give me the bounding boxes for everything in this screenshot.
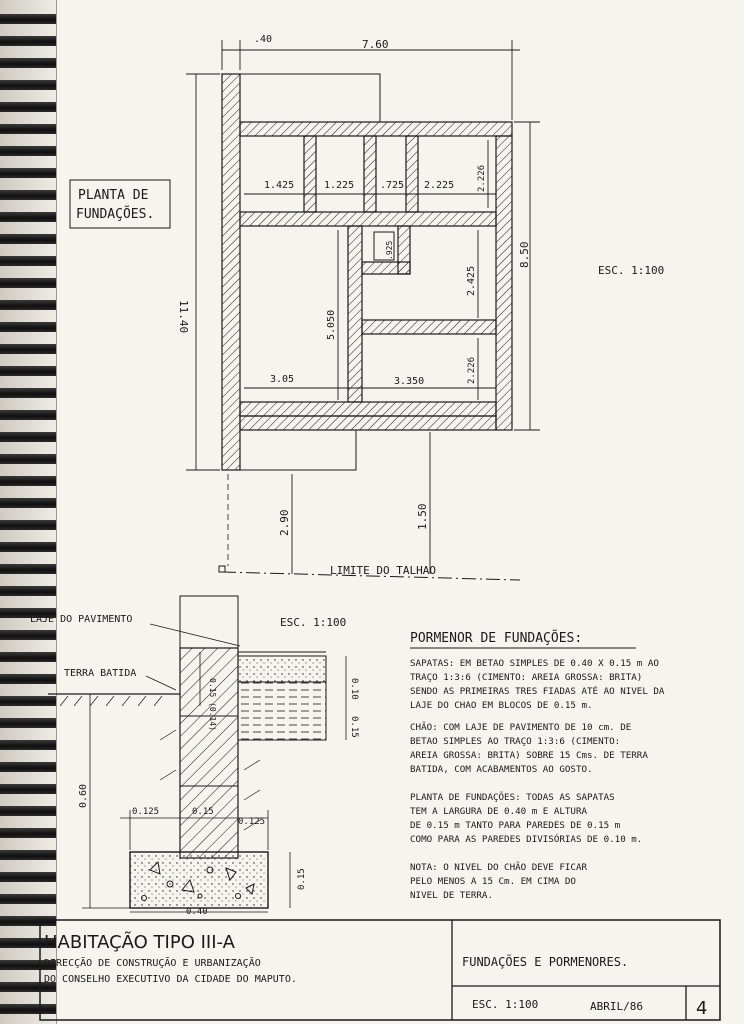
wall-left [222,74,240,470]
project-title: HABITAÇÃO TIPO III-A [44,932,235,953]
dim-room-2225: 2.225 [424,180,455,191]
compacted-earth [238,682,326,740]
note-p3-line: COMO PARA AS PAREDES DIVISÓRIAS DE 0.10 m. [410,834,643,845]
plan-label-line2: FUNDAÇÕES. [76,207,155,222]
note-p1-line: SENDO AS PRIMEIRAS TRES FIADAS ATÉ AO NIVEL DA [410,686,665,697]
dim-0125-left: 0.125 [132,807,160,817]
dim-room-1425: 1.425 [264,180,295,191]
dim-010: 0.10 [349,678,359,700]
dim-040: 0.40 [186,907,208,917]
terra-label: TERRA BATIDA [64,668,137,679]
wall-v2 [364,136,376,212]
foundation-plan [70,34,664,580]
dim-015-floor: 0.15 [349,716,359,738]
title-scale: ESC. 1:100 [472,998,539,1011]
laje-label: LAJE DO PAVIMENTO [30,614,133,625]
dim-small-925: .925 [385,240,394,260]
dim-top-width: 7.60 [362,38,389,51]
wall-bottom-outer [240,416,496,430]
dim-0125-right: 0.125 [238,817,266,827]
section-scale: ESC. 1:100 [280,616,347,629]
wall-top [240,122,512,136]
note-p2-line: BATIDA, COM ACABAMENTOS AO GOSTO. [410,764,593,775]
dim-015-wall: 0.15 (0.14) [208,678,217,731]
dim-room-725: .725 [380,180,405,191]
dim-060: 0.60 [78,783,89,808]
note-p2-line: CHÃO: COM LAJE DE PAVIMENTO DE 10 cm. DE [410,722,632,733]
wall-v-center [348,226,362,402]
project-subtitle-1: DIRECÇÃO DE CONSTRUÇÃO E URBANIZAÇÃO [44,958,261,969]
note-p2-line: AREIA GROSSA: BRITA) SOBRE 15 Cms. DE TERRA [410,750,648,761]
footing [130,852,268,908]
dim-front-290: 2.90 [278,509,291,536]
dim-room-3350: 3.350 [394,376,425,387]
note-p1-line: SAPATAS: EM BETAO SIMPLES DE 0.40 X 0.15 m AO [410,658,659,669]
porch-front [240,430,356,470]
wall-mid-right [362,320,496,334]
note-p1-line: LAJE DO CHAO EM BLOCOS DE 0.15 m. [410,700,593,711]
note-p3-line: TEM A LARGURA DE 0.40 m E ALTURA [410,806,588,817]
dim-front-150: 1.50 [416,503,429,530]
dim-right-height: 8.50 [518,241,531,268]
wall-right [496,136,512,430]
floor-slab [238,656,326,682]
note-p4-line: PELO MENOS A 15 Cm. EM CIMA DO [410,876,576,887]
dim-015-mid: 0.15 [192,807,214,817]
note-p4-line: NOTA: O NIVEL DO CHÃO DEVE FICAR [410,862,588,873]
dim-room-305: 3.05 [270,374,295,385]
note-p1-line: TRAÇO 1:3:6 (CIMENTO: AREIA GROSSA: BRITA) [410,672,643,683]
plan-label-line1: PLANTA DE [78,188,149,203]
dim-room-1225: 1.225 [324,180,355,191]
dim-left-height: 11.40 [177,300,190,334]
project-subtitle-2: DO CONSELHO EXECUTIVO DA CIDADE DO MAPUTO. [44,974,297,985]
wall-mid-horizontal [240,212,496,226]
sheet-title: FUNDAÇÕES E PORMENORES. [462,955,629,969]
plan-scale: ESC. 1:100 [598,264,665,277]
note-p3-line: DE 0.15 m TANTO PARA PAREDES DE 0.15 m [410,820,621,831]
porch-top [240,74,380,122]
wall-v3 [406,136,418,212]
note-p3-line: PLANTA DE FUNDAÇÕES: TODAS AS SAPATAS [410,792,615,803]
dim-vert-5050: 5.050 [326,309,337,340]
title-block [40,920,720,1020]
dim-015-footing: 0.15 [297,868,307,890]
wall-v1 [304,136,316,212]
notes-title: PORMENOR DE FUNDAÇÕES: [410,631,583,646]
limit-label: LIMITE DO TALHAO [330,564,436,577]
dim-vert-2226a: 2.226 [477,164,487,192]
foundation-section [30,596,359,917]
note-p4-line: NIVEL DE TERRA. [410,890,493,901]
dim-vert-2425: 2.425 [466,265,477,296]
wall-bottom [240,402,496,416]
notes [410,630,665,901]
note-p2-line: BETAO SIMPLES AO TRAÇO 1:3:6 (CIMENTO: [410,736,621,747]
wall-small-h [362,262,410,274]
drawing-date: ABRIL/86 [590,1000,643,1013]
dim-top-small: .40 [254,34,273,45]
sheet-number: 4 [696,998,708,1019]
dim-vert-2226b: 2.226 [467,356,477,384]
